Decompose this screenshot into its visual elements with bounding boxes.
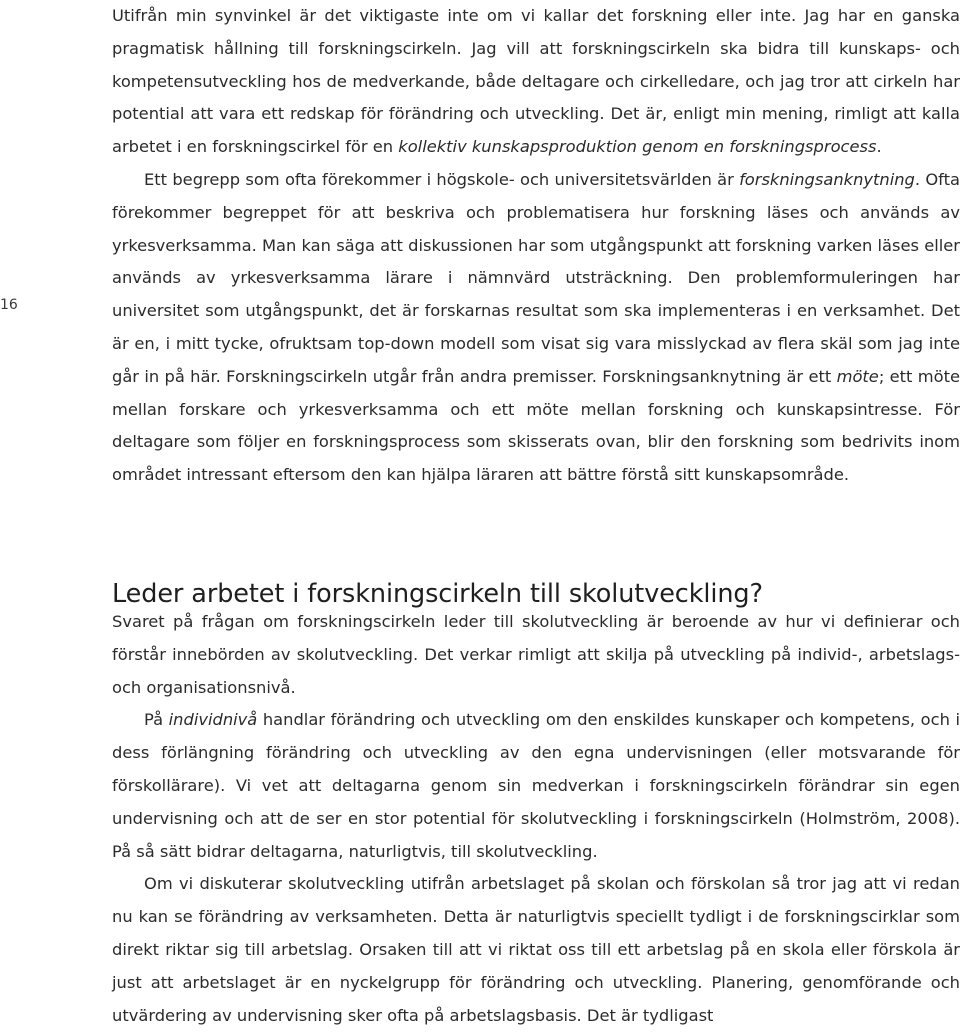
italic-term: möte [836,366,879,386]
paragraph-text: handlar förändring och utveckling om den enskildes kunskaper och kompetens, och i dess förlängning förändring och utveckling av den egna undervisningen (eller motsvarande för förskollärare). Vi vet att deltagarna genom sin medverkan i forskningscirkeln förändrar sin egen undervisning och att de ser en stor potential för skolutveckling i forskningscirkeln (Holmström, 2008). På så sätt bidrar deltagarna, naturligtvis, till skolutveckling. [112,710,960,861]
section-heading: Leder arbetet i forskningscirkeln till skolutveckling? [112,579,763,609]
paragraph-text: Ett begrepp som ofta förekommer i högskole- och universitetsvärlden är [144,169,740,189]
italic-term: forskningsanknytning [739,169,915,189]
paragraph-research-link [112,164,960,492]
paragraph-definition: Svaret på frågan om forskningscirkeln leder till skolutveckling är beroende av hur vi definierar och förstår innebörden av skolutveckling. Det verkar rimligt att skilja på utveckling på individ-, arbetslags- och organisationsnivå. [112,612,960,697]
paragraph-individual-level [112,704,960,868]
paragraph-text: ; ett möte mellan forskare och yrkesverksamma och ett möte mellan forskning och kunskapsintresse. För deltagare som följer en forskningsprocess som skisserats ovan, blir den forskning som bedrivits inom området intressant eftersom den kan hjälpa läraren att bättre förstå sitt kunskapsområde. [112,366,960,485]
paragraph-text: På [144,710,169,730]
paragraph-text: . [876,137,882,157]
paragraph-text: . Ofta förekommer begreppet för att beskriva och problematisera hur forskning läses och används av yrkesverksamma. Man kan säga att diskussionen har som utgångspunkt att forskning varken läses eller används av yrkesverksamma lärare i nämnvärd utsträckning. Den problemformuleringen har universitet som utgångspunkt, det är forskarnas resultat som ska implementeras i en verksamhet. Det är en, i mitt tycke, ofruktsam top-down modell som visat sig vara misslyckad av flera skäl som jag inte går in på här. Forskningscirkeln utgår från andra premisser. Forskningsanknytning är ett [112,169,960,386]
italic-term: individnivå [168,710,258,730]
paragraph-pragmatic-view [112,0,960,164]
paragraph-text: Utifrån min synvinkel är det viktigaste inte om vi kallar det forskning eller inte. Jag har en ganska pragmatisk hållning till forskningscirkeln. Jag vill att forskningscirkeln ska bidra till kunskaps- och kompetensutveckling hos de medverkande, både deltagare och cirkelledare, och jag tror att cirkeln har potential att vara ett redskap för förändring och utveckling. Det är, enligt min mening, rimligt att kalla arbetet i en forskningscirkel för en [112,6,960,157]
page-number: 16 [0,297,18,313]
bottom-section [112,578,960,1032]
top-section [112,0,960,492]
paragraph-team-level: Om vi diskuterar skolutveckling utifrån arbetslaget på skolan och förskolan så tror jag att vi redan nu kan se förändring av verksamheten. Detta är naturligtvis speciellt tydligt i de forskningscirklar som direkt riktar sig till arbetslag. Orsaken till att vi riktat oss till ett arbetslag på en skola eller förskola är just att arbetslaget är en nyckelgrupp för förändring och utveckling. Planering, genomförande och utvärdering av undervisning sker ofta på arbetslagsbasis. Det är tydligast [112,874,960,1025]
italic-term: kollektiv kunskapsproduktion genom en forskningsprocess [398,137,877,157]
